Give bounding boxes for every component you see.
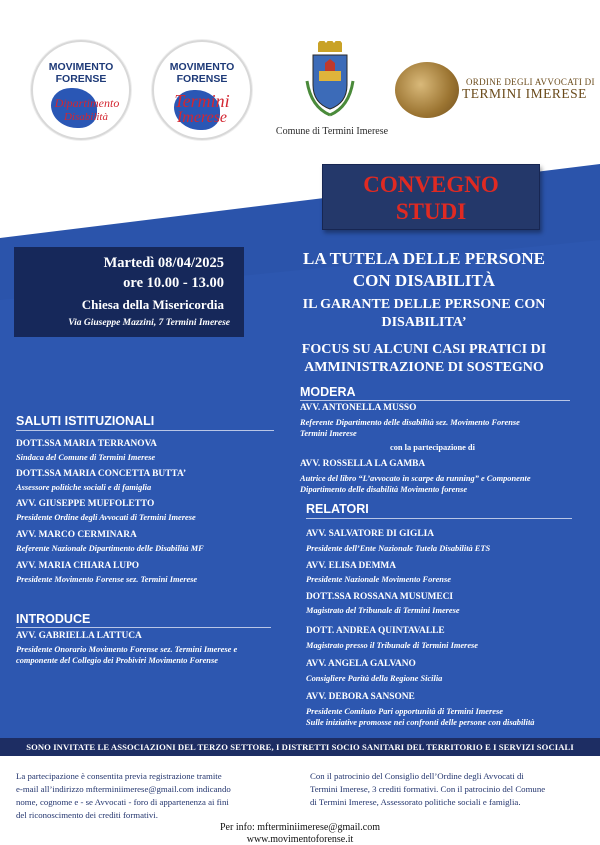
logo-text-line1: MOVIMENTO [169, 61, 235, 73]
logo-text-line1: MOVIMENTO [48, 61, 114, 73]
ordine-avvocati-seal-icon [395, 62, 459, 118]
footer-left-line: e-mail all’indirizzo mfterminiimerese@gmail.com indicando [16, 784, 231, 794]
moderator-role-1: Referente Dipartimento delle disabilità sez. Movimento Forense [300, 418, 520, 427]
logo-text-line2: FORENSE [55, 73, 107, 85]
saluti-role: Presidente Ordine degli Avvocati di Termini Imerese [16, 513, 196, 522]
relatore-name: DOTT. ANDREA QUINTAVALLE [306, 626, 445, 636]
guest-name: AVV. ROSSELLA LA GAMBA [300, 459, 426, 469]
website-link[interactable]: www.movimentoforense.it [246, 834, 354, 845]
ordine-label-line1: ORDINE DEGLI AVVOCATI DI [466, 77, 595, 87]
comune-crest-icon [303, 41, 357, 121]
logo-text-line2: FORENSE [176, 73, 228, 85]
event-date: Martedì 08/04/2025 [103, 255, 224, 271]
movimento-forense-termini-logo [152, 40, 252, 140]
title-line4: DISABILITA’ [381, 315, 467, 330]
footer-left-line: nome, cognome e - se Avvocati - foro di appartenenza ai fini [16, 797, 229, 807]
event-venue: Chiesa della Misericordia [81, 297, 224, 312]
saluti-role: Presidente Movimento Forense sez. Termini Imerese [16, 575, 198, 584]
logo-script-1: Dipartimento [54, 96, 120, 110]
footer-right-line: Con il patrocinio del Consiglio dell’Ordine degli Avvocati di [310, 771, 524, 781]
introduce-name: AVV. GABRIELLA LATTUCA [16, 631, 142, 641]
ordine-label-line2: TERMINI IMERESE [462, 86, 587, 101]
introduce-heading: INTRODUCE [16, 612, 91, 626]
relatore-role: Consigliere Parità della Regione Sicilia [306, 674, 443, 683]
footer-left-line: del riconoscimento dei crediti formativi. [16, 810, 158, 820]
relatore-role: Presidente Nazionale Movimento Forense [306, 575, 451, 584]
guest-role-1: Autrice del libro “L’avvocato in scarpe da running” e Componente [300, 474, 531, 483]
comune-label: Comune di Termini Imerese [275, 126, 389, 137]
relatori-heading: RELATORI [306, 502, 369, 516]
relatore-role: Sulle iniziative promosse nei confronti delle persone con disabilità [306, 718, 535, 727]
saluti-name: AVV. MARIA CHIARA LUPO [16, 561, 140, 571]
relatore-name: DOTT.SSA ROSSANA MUSUMECI [306, 592, 453, 602]
introduce-role-1: Presidente Onorario Movimento Forense sez. Termini Imerese e [16, 645, 238, 654]
logo-script-2: Imerese [176, 109, 228, 126]
event-info-box [14, 247, 244, 337]
relatore-name: AVV. ELISA DEMMA [306, 561, 397, 571]
title-line6: AMMINISTRAZIONE DI SOSTEGNO [304, 360, 544, 375]
event-address: Via Giuseppe Mazzini, 7 Termini Imerese [68, 318, 230, 328]
saluti-heading: SALUTI ISTITUZIONALI [16, 414, 155, 428]
relatore-role: Magistrato del Tribunale di Termini Imerese [306, 606, 460, 615]
convegno-line1: CONVEGNO [363, 172, 499, 197]
title-line1: LA TUTELA DELLE PERSONE [302, 249, 546, 268]
event-time: ore 10.00 - 13.00 [123, 275, 224, 291]
relatore-name: AVV. ANGELA GALVANO [306, 659, 416, 669]
saluti-role: Sindaca del Comune di Termini Imerese [16, 453, 156, 462]
footer-right-line: Termini Imerese, 3 crediti formativi. Con il patrocinio del Comune [310, 784, 546, 794]
convegno-line2: STUDI [395, 199, 467, 224]
divider [300, 400, 570, 401]
relatore-role: Presidente dell’Ente Nazionale Tutela Disabilità ETS [306, 544, 491, 553]
relatore-role: Presidente Comitato Pari opportunità di Termini Imerese [306, 707, 503, 716]
moderator-name: AVV. ANTONELLA MUSSO [300, 403, 417, 413]
saluti-name: AVV. GIUSEPPE MUFFOLETTO [16, 499, 155, 509]
saluti-name: DOTT.SSA MARIA TERRANOVA [16, 439, 157, 449]
title-line2: CON DISABILITÀ [352, 271, 496, 290]
saluti-role: Referente Nazionale Dipartimento delle Disabilità MF [16, 544, 204, 553]
relatore-name: AVV. DEBORA SANSONE [306, 692, 415, 702]
footer-right-line: di Termini Imerese, Assessorato politiche sociali e famiglia. [310, 797, 521, 807]
saluti-role: Assessore politiche sociali e di famiglia [16, 483, 152, 492]
moderator-role-2: Termini Imerese [300, 429, 357, 438]
title-line3: IL GARANTE DELLE PERSONE CON [302, 297, 546, 312]
info-email[interactable]: Per info: mfterminiimerese@gmail.com [220, 822, 380, 833]
relatore-name: AVV. SALVATORE DI GIGLIA [306, 529, 434, 539]
divider [16, 430, 274, 431]
logo-script-2: Disabilità [63, 111, 108, 123]
guest-role-2: Dipartimento delle disabilità Movimento forense [300, 485, 468, 494]
partecipazione-label: con la partecipazione di [390, 443, 475, 452]
introduce-role-2: componente del Collegio dei Probiviri Movimento Forense [16, 656, 218, 665]
convegno-studi-box [322, 164, 540, 230]
relatore-role: Magistrato presso il Tribunale di Termini Imerese [306, 641, 479, 650]
modera-heading: MODERA [300, 385, 356, 399]
divider [16, 627, 271, 628]
saluti-name: AVV. MARCO CERMINARA [16, 530, 137, 540]
logo-script-1: Termini [174, 91, 230, 111]
title-line5: FOCUS SU ALCUNI CASI PRATICI DI [301, 342, 547, 357]
footer-left-line: La partecipazione è consentita previa registrazione tramite [16, 771, 222, 781]
footer [0, 756, 600, 845]
movimento-forense-dipartimento-logo [31, 40, 131, 140]
invite-banner: SONO INVITATE LE ASSOCIAZIONI DEL TERZO SETTORE, I DISTRETTI SOCIO SANITARI DEL TERRITORIO E I SERVIZI SOCIALI [0, 738, 600, 756]
divider [306, 518, 572, 519]
saluti-name: DOTT.SSA MARIA CONCETTA BUTTA’ [16, 469, 187, 479]
